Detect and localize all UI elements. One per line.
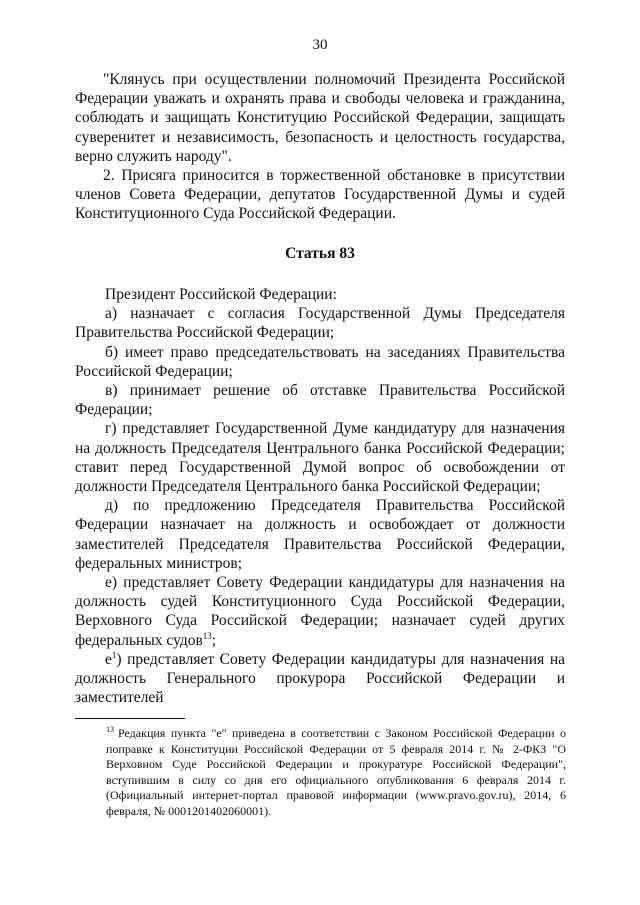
oath-section — [75, 70, 565, 224]
item-e-end: ; — [211, 631, 217, 649]
item-a: а) назначает с согласия Государственной Думы Председателя Правительства Российской Федерации; — [75, 305, 565, 342]
item-e — [75, 573, 565, 650]
footnote-reference: 13 — [202, 630, 212, 641]
footnote-text: Редакция пункта "е" приведена в соответствии с Законом Российской Федерации о поправке к Конституции Российской Федерации от 5 февраля 2014 г. № 2-ФКЗ "О Верховном Суде Российской Федерации и прокуратуре Российской Федерации", вступившим в силу со дня его официального опубликования 6 февраля 2014 г. (Официальный интернет-портал правовой информации (www.pravo.gov.ru), 2014, 6 февраля, № 0001201402060001). — [106, 726, 566, 818]
item-g: г) представляет Государственной Думе кандидатуру для назначения на должность Председателя Центрального банка Российской Федерации; ставит перед Государственной Думой вопрос об освобождении от должности Председателя Центрального банка Российской Федерации; — [75, 420, 565, 496]
page-number: 30 — [312, 37, 328, 53]
item-e1-text: ) представляет Совету Федерации кандидатуры для назначения на должность Генерального прокурора Российской Федерации и заместителей — [75, 650, 565, 707]
item-e1 — [75, 650, 565, 708]
item-e1-letter: е — [105, 650, 112, 668]
footnote-divider — [75, 718, 185, 719]
footnote-mark: 13 — [106, 725, 114, 734]
oath-text: "Клянусь при осуществлении полномочий Президента Российской Федерации уважать и охранять права и свободы человека и гражданина, соблюдать и защищать Конституцию Российской Федерации, защищать суверенитет и независимость, безопасность и целостность государства, верно служить народу". — [75, 71, 565, 165]
oath-paragraph-2: 2. Присяга приносится в торжественной обстановке в присутствии членов Совета Федерации, депутатов Государственной Думы и судей Конституционного Суда Российской Федерации. — [75, 167, 565, 223]
article-body — [75, 285, 565, 707]
item-v: в) принимает решение об отставке Правительства Российской Федерации; — [75, 382, 565, 419]
footnote — [106, 726, 566, 820]
article-heading: Статья 83 — [285, 245, 355, 262]
article-intro: Президент Российской Федерации: — [105, 286, 337, 303]
item-e-text: е) представляет Совету Федерации кандидатуры для назначения на должность судей Конституционного Суда Российской Федерации, Верховного Суда Российской Федерации; назначает судей других федеральных судов — [75, 574, 565, 649]
item-b: б) имеет право председательствовать на заседаниях Правительства Российской Федерации; — [75, 343, 565, 380]
item-d: д) по предложению Председателя Правительства Российской Федерации назначает на должность и освобождает от должности заместителей Председателя Правительства Российской Федерации, федеральных министров; — [75, 497, 565, 572]
item-e1-superscript: 1 — [111, 649, 117, 660]
